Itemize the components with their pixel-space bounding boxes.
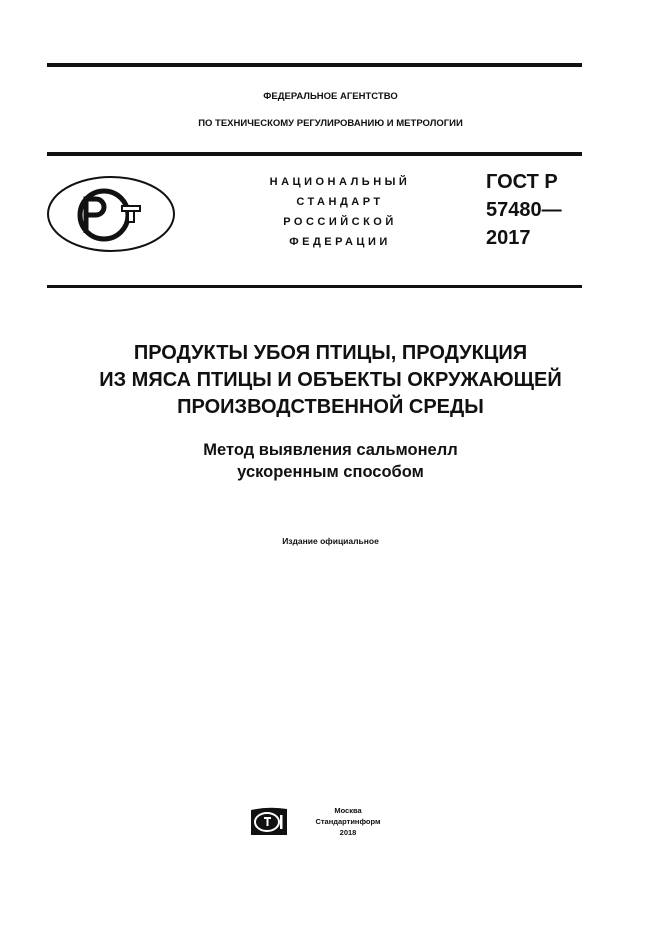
top-rule [47, 63, 582, 67]
title-line: ПРОДУКТЫ УБОЯ ПТИЦЫ, ПРОДУКЦИЯ [133, 342, 528, 364]
rst-logo-icon [46, 175, 176, 253]
title-line: ИЗ МЯСА ПТИЦЫ И ОБЪЕКТЫ ОКРУЖАЮЩЕЙ [99, 369, 562, 391]
code-line: ГОСТ Р [486, 171, 558, 193]
code-line: 2017 [486, 227, 531, 249]
document-title [0, 340, 661, 421]
code-line: 57480— [486, 199, 562, 221]
type-line: НАЦИОНАЛЬНЫЙ [269, 176, 411, 188]
subtitle-line: Метод выявления сальмонелл [203, 441, 458, 459]
type-line: ФЕДЕРАЦИИ [289, 236, 391, 248]
document-subtitle [0, 439, 661, 483]
standard-code [486, 168, 562, 252]
type-line: СТАНДАРТ [296, 196, 384, 208]
title-line: ПРОИЗВОДСТВЕННОЙ СРЕДЫ [177, 396, 484, 418]
edition-label: Издание официальное [282, 536, 379, 546]
agency-line-2: ПО ТЕХНИЧЕСКОМУ РЕГУЛИРОВАНИЮ И МЕТРОЛОГИИ [198, 118, 463, 129]
publisher-logo-icon [250, 806, 288, 836]
publisher-year: 2018 [339, 828, 357, 837]
publisher-info [298, 805, 398, 838]
lower-rule [47, 285, 582, 288]
type-line: РОССИЙСКОЙ [283, 216, 397, 228]
publisher-city: Москва [334, 806, 362, 815]
national-standard-label [235, 172, 445, 252]
publisher-name: Стандартинформ [315, 817, 381, 826]
agency-line-1: ФЕДЕРАЛЬНОЕ АГЕНТСТВО [263, 91, 398, 102]
subtitle-line: ускоренным способом [237, 463, 424, 481]
upper-rule [47, 152, 582, 156]
